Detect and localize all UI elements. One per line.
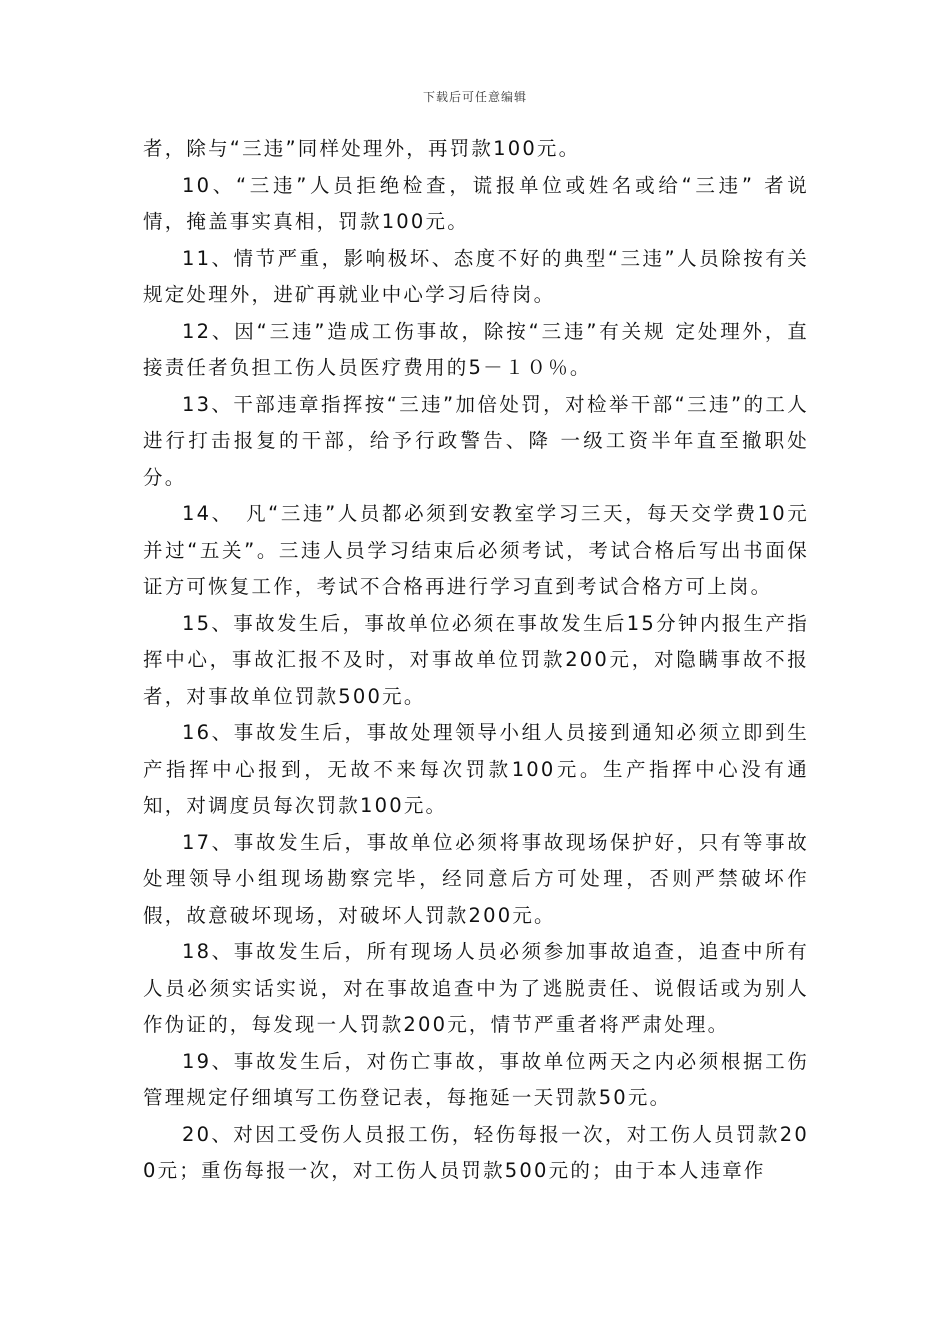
paragraph-item-15: 15、事故发生后，事故单位必须在事故发生后15分钟内报生产指挥中心，事故汇报不及时，对事故单位罚款200元，对隐瞒事故不报者，对事故单位罚款500元。 — [143, 611, 809, 708]
paragraph-item-14: 14、 凡“三违”人员都必须到安教室学习三天，每天交学费10元并过“五关”。三违人员学习结束后必须考试，考试合格后写出书面保证方可恢复工作，考试不合格再进行学习直到考试合格方可上岗。 — [143, 502, 809, 598]
paragraph-item-11: 11、情节严重，影响极坏、态度不好的典型“三违”人员除按有关规定处理外，进矿再就业中心学习后待岗。 — [143, 246, 809, 306]
paragraph-item-13: 13、干部违章指挥按“三违”加倍处罚，对检举干部“三违”的工人进行打击报复的干部，给予行政警告、降 一级工资半年直至撤职处分。 — [143, 392, 809, 489]
paragraph-item-16: 16、事故发生后，事故处理领导小组人员接到通知必须立即到生产指挥中心报到，无故不来每次罚款100元。生产指挥中心没有通知，对调度员每次罚款100元。 — [143, 721, 809, 817]
paragraph-item-17: 17、事故发生后，事故单位必须将事故现场保护好，只有等事故处理领导小组现场勘察完毕，经同意后方可处理，否则严禁破坏作假，故意破坏现场，对破坏人罚款200元。 — [143, 830, 809, 927]
paragraph-item-18: 18、事故发生后，所有现场人员必须参加事故追查，追查中所有人员必须实话实说，对在事故追查中为了逃脱责任、说假话或为别人作伪证的，每发现一人罚款200元，情节严重者将严肃处理。 — [143, 940, 809, 1036]
paragraph-item-20: 20、对因工受伤人员报工伤，轻伤每报一次，对工伤人员罚款200元；重伤每报一次，对工伤人员罚款500元的；由于本人违章作 — [143, 1122, 809, 1182]
page-header-note: 下载后可任意编辑 — [422, 90, 527, 104]
paragraph-item-12: 12、因“三违”造成工伤事故，除按“三违”有关规 定处理外，直接责任者负担工伤人员医疗费用的5－１０％。 — [143, 319, 809, 379]
paragraph-item-19: 19、事故发生后，对伤亡事故，事故单位两天之内必须根据工伤管理规定仔细填写工伤登记表，每拖延一天罚款50元。 — [143, 1049, 809, 1109]
document-body — [143, 131, 809, 1190]
paragraph-continuation: 者，除与“三违”同样处理外，再罚款100元。 — [143, 137, 581, 160]
paragraph-item-10: 10、“三违”人员拒绝检查，谎报单位或姓名或给“三违” 者说情，掩盖事实真相，罚款100元。 — [143, 173, 809, 233]
